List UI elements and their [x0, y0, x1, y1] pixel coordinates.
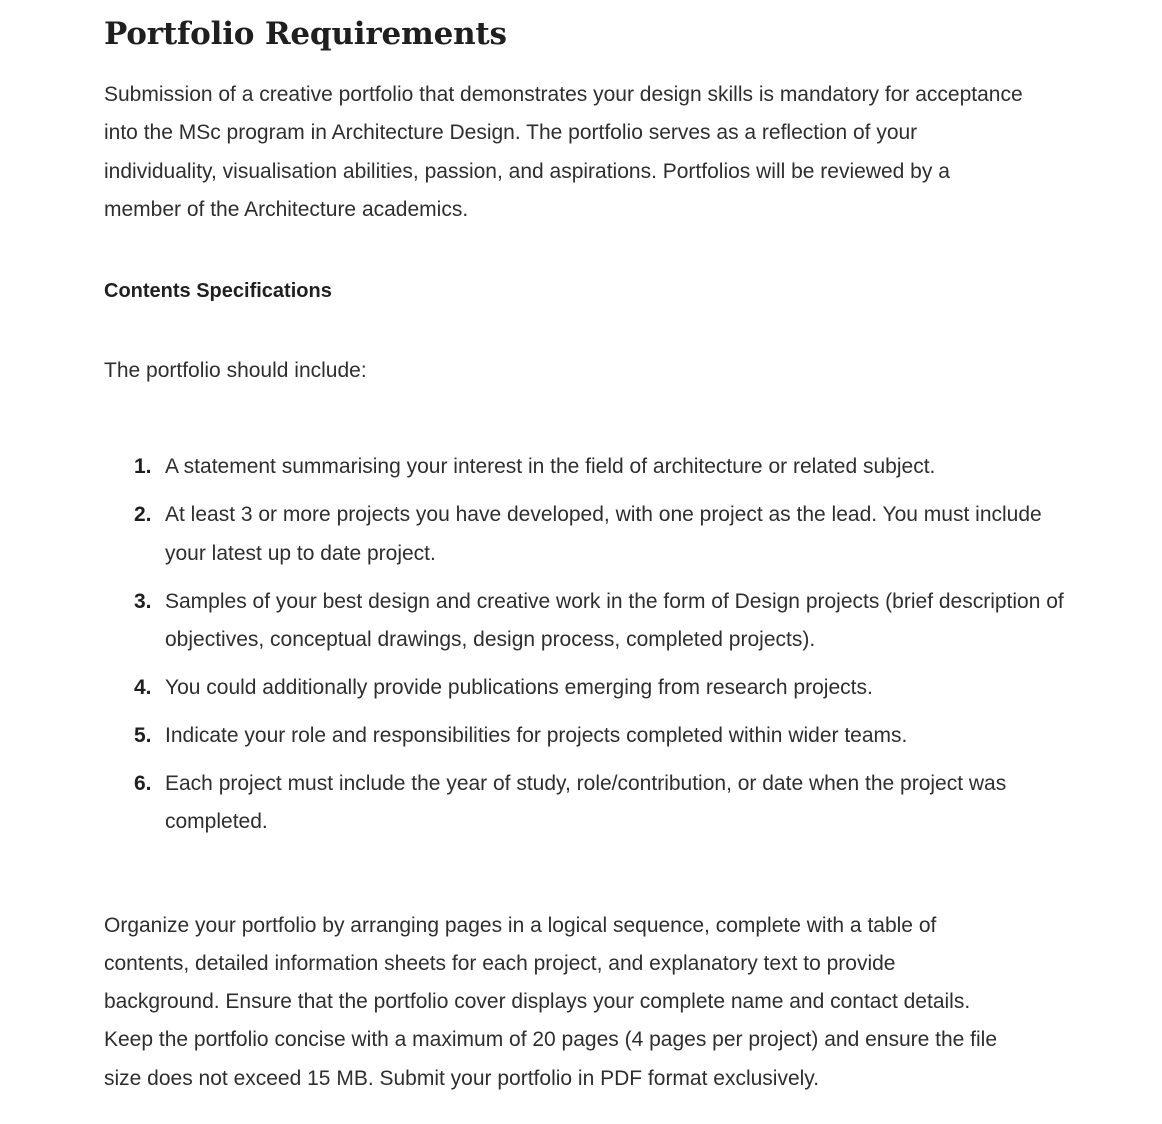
list-item-number: 3. — [134, 589, 152, 613]
list-item — [104, 765, 1083, 842]
list-item-number: 2. — [134, 503, 152, 527]
list-item-text: You could additionally provide publications emerging from research projects. — [165, 676, 873, 700]
list-item — [104, 717, 1083, 755]
list-item-text: Indicate your role and responsibilities for projects completed within wider teams. — [165, 724, 908, 748]
list-item-number: 5. — [134, 724, 152, 748]
main-content — [104, 0, 1084, 1098]
intro-paragraph: Submission of a creative portfolio that demonstrates your design skills is mandatory for acceptance into the MSc program in Architecture Design. The portfolio serves as a reflection of your individuality, visualisation abilities, passion, and aspirations. Portfolios will be reviewed by a member of the Architecture academics. — [104, 83, 1023, 221]
closing-paragraph: Organize your portfolio by arranging pages in a logical sequence, complete with a table of contents, detailed information sheets for each project, and explanatory text to provide background. Ensure that the portfolio cover displays your complete name and contact details. Keep the portfolio concise with a maximum of 20 pages (4 pages per project) and ensure the file size does not exceed 15 MB. Submit your portfolio in PDF format exclusively. — [104, 913, 998, 1090]
list-item-number: 6. — [134, 772, 152, 795]
list-lead-text: The portfolio should include: — [104, 359, 367, 383]
list-item — [104, 496, 1083, 573]
list-item-text: Samples of your best design and creative work in the form of Design projects (brief description of objectives, conceptual drawings, design process, completed projects). — [165, 589, 1064, 652]
list-item — [104, 583, 1083, 660]
list-item-text: Each project must include the year of study, role/contribution, or date when the project was completed. — [165, 772, 1007, 834]
page-title: Portfolio Requirements — [104, 16, 507, 52]
list-item — [104, 669, 1083, 707]
list-item-number: 1. — [134, 455, 152, 479]
section-heading: Contents Specifications — [104, 280, 332, 303]
list-item-text: At least 3 or more projects you have developed, with one project as the lead. You must include your latest up to date project. — [165, 503, 1042, 565]
requirements-list — [104, 448, 1084, 841]
list-item-text: A statement summarising your interest in the field of architecture or related subject. — [165, 455, 936, 479]
list-item-number: 4. — [134, 676, 152, 700]
list-item — [104, 448, 1083, 486]
